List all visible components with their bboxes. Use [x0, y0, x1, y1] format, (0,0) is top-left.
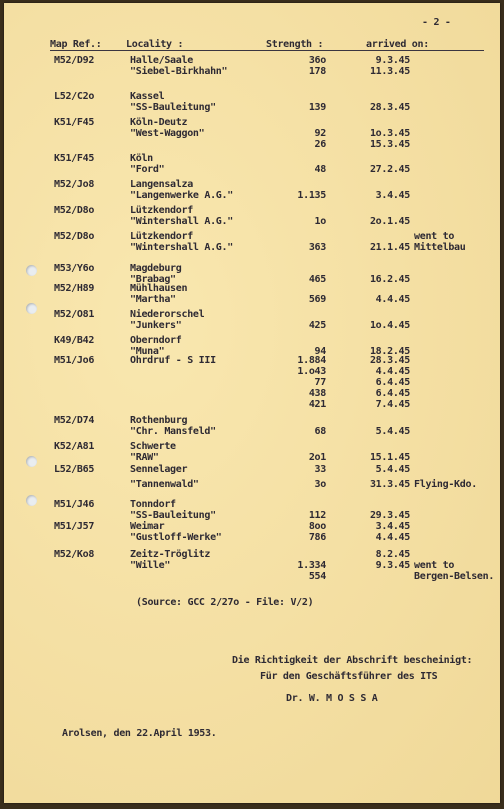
strength-cell-line: 8oo — [308, 521, 326, 532]
arrival-date-cell-line — [354, 117, 410, 128]
strength-cell-line: 1.135 — [297, 190, 326, 201]
map-ref-cell: M52/D8o — [54, 231, 95, 242]
locality-cell-line: Zeitz-Tröglitz — [130, 549, 211, 560]
arrival-date-cell-line: 1o.4.45 — [369, 320, 410, 331]
source-note: (Source: GCC 2/27o - File: V/2) — [136, 597, 314, 608]
locality-cell-line: Köln-Deutz — [130, 117, 188, 128]
strength-cell-line — [274, 415, 326, 426]
map-ref-cell: M52/H89 — [54, 283, 95, 294]
remark-cell-line: Bergen-Belsen. — [414, 571, 495, 582]
arrival-date-cell-line: 31.3.45 — [369, 479, 410, 490]
map-ref-cell: M52/D8o — [54, 205, 95, 216]
arrival-date-cell-line: 4.4.45 — [375, 294, 410, 305]
strength-cell-line — [274, 91, 326, 102]
arrival-date-cell-line — [354, 91, 410, 102]
map-ref-cell: M51/Jo6 — [54, 355, 95, 366]
arrival-date-cell — [354, 309, 410, 331]
locality-cell — [130, 479, 199, 490]
strength-cell-line: 33 — [314, 464, 326, 475]
arrival-date-cell — [354, 441, 410, 463]
strength-cell-line: 786 — [308, 532, 326, 543]
arrival-date-cell-line: 27.2.45 — [369, 164, 410, 175]
map-ref-cell: M51/J57 — [54, 521, 95, 532]
remark-cell-line: Flying-Kdo. — [414, 479, 477, 490]
locality-cell-line: "Gustloff-Werke" — [130, 532, 222, 543]
arrival-date-cell — [354, 91, 410, 113]
locality-cell-line: "Siebel-Birkhahn" — [130, 66, 228, 77]
strength-cell-line: 92 — [314, 128, 326, 139]
strength-cell — [274, 91, 326, 113]
strength-cell-line: 112 — [308, 510, 326, 521]
certification-line-2: Für den Geschäftsführer des ITS — [260, 671, 438, 682]
locality-cell-line: "Ford" — [130, 164, 165, 175]
strength-cell-line: 438 — [308, 388, 326, 399]
header-strength: Strength : — [266, 39, 324, 50]
arrival-date-cell-line — [354, 441, 410, 452]
strength-cell-line: 68 — [314, 426, 326, 437]
arrival-date-cell-line: 4.4.45 — [375, 532, 410, 543]
strength-cell-line: 2o1 — [308, 452, 326, 463]
strength-cell-line: 94 — [314, 346, 326, 357]
locality-cell — [130, 283, 187, 305]
arrival-date-cell-line — [354, 205, 410, 216]
arrival-date-cell — [354, 179, 410, 201]
arrival-date-cell — [354, 283, 410, 305]
locality-cell-line: "Martha" — [130, 294, 176, 305]
locality-cell-line: "SS-Bauleitung" — [130, 102, 216, 113]
arrival-date-cell-line: 6.4.45 — [375, 377, 410, 388]
strength-cell — [274, 153, 326, 175]
strength-cell — [274, 117, 326, 150]
map-ref-cell: M52/O81 — [54, 309, 95, 320]
map-ref-cell: M51/J46 — [54, 499, 95, 510]
arrival-date-cell-line: 29.3.45 — [369, 510, 410, 521]
map-ref-cell: M52/D92 — [54, 55, 95, 66]
locality-cell-line: "Wintershall A.G." — [130, 242, 233, 253]
arrival-date-cell-line: 8.2.45 — [375, 549, 410, 560]
strength-cell-line — [274, 263, 326, 274]
arrival-date-cell-line: 3.4.45 — [375, 521, 410, 532]
locality-cell — [130, 263, 182, 285]
strength-cell — [274, 464, 326, 475]
strength-cell-line: 3o — [314, 479, 326, 490]
locality-cell-line: Mühlhausen — [130, 283, 188, 294]
strength-cell — [274, 179, 326, 201]
arrival-date-cell-line: 7.4.45 — [375, 399, 410, 410]
arrival-date-cell — [354, 117, 410, 150]
arrival-date-cell-line: 15.3.45 — [369, 139, 410, 150]
arrival-date-cell-line — [354, 499, 410, 510]
locality-cell-line: Rothenburg — [130, 415, 188, 426]
locality-cell — [130, 205, 233, 227]
strength-cell-line: 421 — [308, 399, 326, 410]
locality-cell-line: "West-Waggon" — [130, 128, 205, 139]
arrival-date-cell-line: 5.4.45 — [375, 464, 410, 475]
locality-cell — [130, 117, 204, 139]
remark-cell — [414, 479, 477, 490]
locality-cell-line: "Brabag" — [130, 274, 176, 285]
locality-cell — [130, 153, 164, 175]
punch-hole — [26, 495, 37, 506]
locality-cell — [130, 355, 216, 366]
strength-cell-line: 178 — [308, 66, 326, 77]
locality-cell-line: Weimar — [130, 521, 165, 532]
map-ref-cell: K52/A81 — [54, 441, 95, 452]
strength-cell-line: 48 — [314, 164, 326, 175]
strength-cell-line — [274, 153, 326, 164]
strength-cell — [274, 415, 326, 437]
arrival-date-cell-line: 18.2.45 — [369, 346, 410, 357]
header-locality: Locality : — [126, 39, 184, 50]
punch-hole — [26, 456, 37, 467]
arrival-date-cell-line: 9.3.45 — [375, 560, 410, 571]
arrival-date-cell — [354, 479, 410, 490]
arrival-date-cell — [354, 521, 410, 543]
strength-cell — [274, 205, 326, 227]
strength-cell-line: 465 — [308, 274, 326, 285]
strength-cell — [274, 479, 326, 490]
strength-cell-line — [274, 205, 326, 216]
arrival-date-cell-line — [354, 263, 410, 274]
punch-hole — [26, 265, 37, 276]
map-ref-cell: M53/Y6o — [54, 263, 95, 274]
strength-cell — [274, 521, 326, 543]
arrival-date-cell — [354, 464, 410, 475]
locality-cell-line: "Chr. Mansfeld" — [130, 426, 216, 437]
locality-cell-line: Tonndorf — [130, 499, 176, 510]
arrival-date-cell-line: 2o.1.45 — [369, 216, 410, 227]
remark-cell — [414, 549, 494, 582]
strength-cell-line: 1.884 — [297, 355, 326, 366]
strength-cell-line — [274, 335, 326, 346]
arrival-date-cell-line — [354, 179, 410, 190]
locality-cell — [130, 231, 233, 253]
arrival-date-cell-line — [354, 153, 410, 164]
locality-cell-line: Niederorschel — [130, 309, 205, 320]
arrival-date-cell-line: 16.2.45 — [369, 274, 410, 285]
arrival-date-cell-line: 21.1.45 — [369, 242, 410, 253]
certification-line-1: Die Richtigkeit der Abschrift bescheinigt: — [232, 655, 473, 666]
strength-cell — [274, 309, 326, 331]
strength-cell-line — [274, 441, 326, 452]
locality-cell-line: Lützkendorf — [130, 231, 193, 242]
strength-cell-line: 26 — [314, 139, 326, 150]
strength-cell — [274, 55, 326, 77]
strength-cell — [274, 499, 326, 521]
locality-cell — [130, 464, 187, 475]
strength-cell-line — [274, 499, 326, 510]
locality-cell — [130, 335, 182, 357]
arrival-date-cell-line: 6.4.45 — [375, 388, 410, 399]
remark-cell — [414, 231, 466, 253]
arrival-date-cell-line: 28.3.45 — [369, 355, 410, 366]
remark-cell-line: went to — [414, 560, 455, 571]
locality-cell-line: "Wille" — [130, 560, 171, 571]
strength-cell — [274, 441, 326, 463]
map-ref-cell: L52/C2o — [54, 91, 95, 102]
strength-cell-line: 1.o43 — [297, 366, 326, 377]
strength-cell-line — [274, 179, 326, 190]
map-ref-cell: K51/F45 — [54, 153, 95, 164]
arrival-date-cell — [354, 499, 410, 521]
arrival-date-cell-line: 15.1.45 — [369, 452, 410, 463]
strength-cell-line — [274, 117, 326, 128]
locality-cell — [130, 91, 216, 113]
strength-cell — [274, 231, 326, 253]
locality-cell-line: "Wintershall A.G." — [130, 216, 233, 227]
locality-cell — [130, 179, 233, 201]
place-and-date: Arolsen, den 22.April 1953. — [62, 728, 217, 739]
locality-cell-line: Ohrdruf - S III — [130, 355, 216, 366]
arrival-date-cell — [354, 55, 410, 77]
arrival-date-cell — [354, 549, 410, 582]
map-ref-cell: K51/F45 — [54, 117, 95, 128]
strength-cell — [274, 263, 326, 285]
arrival-date-cell-line: 28.3.45 — [369, 102, 410, 113]
remark-cell-line — [414, 549, 494, 560]
strength-cell-line — [274, 231, 326, 242]
locality-cell-line: "Langenwerke A.G." — [130, 190, 233, 201]
arrival-date-cell-line: 5.4.45 — [375, 426, 410, 437]
page-number: - 2 - — [422, 17, 451, 28]
locality-cell-line: "RAW" — [130, 452, 159, 463]
arrival-date-cell-line: 4.4.45 — [375, 366, 410, 377]
strength-cell-line: 1.334 — [297, 560, 326, 571]
locality-cell — [130, 309, 204, 331]
locality-cell-line: Halle/Saale — [130, 55, 193, 66]
locality-cell — [130, 499, 216, 521]
header-map-ref: Map Ref.: — [50, 39, 102, 50]
strength-cell — [274, 355, 326, 410]
arrival-date-cell-line — [354, 309, 410, 320]
arrival-date-cell — [354, 205, 410, 227]
arrival-date-cell — [354, 355, 410, 410]
arrival-date-cell-line — [354, 571, 410, 582]
strength-cell-line: 425 — [308, 320, 326, 331]
arrival-date-cell — [354, 263, 410, 285]
locality-cell-line: Kassel — [130, 91, 165, 102]
map-ref-cell: L52/B65 — [54, 464, 95, 475]
punch-hole — [26, 303, 37, 314]
locality-cell-line: Oberndorf — [130, 335, 182, 346]
locality-cell-line: Langensalza — [130, 179, 193, 190]
strength-cell-line — [274, 309, 326, 320]
map-ref-cell: M52/Jo8 — [54, 179, 95, 190]
strength-cell — [274, 549, 326, 582]
locality-cell — [130, 55, 227, 77]
arrival-date-cell — [354, 415, 410, 437]
strength-cell-line — [274, 549, 326, 560]
locality-cell-line: "SS-Bauleitung" — [130, 510, 216, 521]
locality-cell-line: "Muna" — [130, 346, 165, 357]
locality-cell-line: Sennelager — [130, 464, 188, 475]
strength-cell — [274, 335, 326, 357]
locality-cell-line: Köln — [130, 153, 153, 164]
arrival-date-cell-line — [354, 231, 410, 242]
strength-cell-line: 1o — [314, 216, 326, 227]
arrival-date-cell-line: 1o.3.45 — [369, 128, 410, 139]
arrival-date-cell-line — [354, 335, 410, 346]
strength-cell-line: 554 — [308, 571, 326, 582]
strength-cell — [274, 283, 326, 305]
strength-cell-line: 77 — [314, 377, 326, 388]
strength-cell-line: 569 — [308, 294, 326, 305]
strength-cell-line: 139 — [308, 102, 326, 113]
remark-cell-line: went to — [414, 231, 455, 242]
arrival-date-cell — [354, 335, 410, 357]
locality-cell-line: Lützkendorf — [130, 205, 193, 216]
map-ref-cell: M52/Ko8 — [54, 549, 95, 560]
locality-cell — [130, 521, 222, 543]
locality-cell — [130, 415, 216, 437]
arrival-date-cell — [354, 153, 410, 175]
strength-cell-line — [274, 283, 326, 294]
arrival-date-cell-line: 9.3.45 — [375, 55, 410, 66]
header-arrived-on: arrived on: — [366, 39, 429, 50]
locality-cell-line: Magdeburg — [130, 263, 182, 274]
signatory-name: Dr. W. M O S S A — [286, 693, 378, 704]
arrival-date-cell-line — [354, 283, 410, 294]
locality-cell — [130, 441, 176, 463]
arrival-date-cell-line: 11.3.45 — [369, 66, 410, 77]
arrival-date-cell — [354, 231, 410, 253]
map-ref-cell: M52/D74 — [54, 415, 95, 426]
map-ref-cell: K49/B42 — [54, 335, 95, 346]
strength-cell-line: 363 — [308, 242, 326, 253]
remark-cell-line: Mittelbau — [414, 242, 466, 253]
locality-cell-line: "Junkers" — [130, 320, 182, 331]
arrival-date-cell-line: 3.4.45 — [375, 190, 410, 201]
strength-cell-line: 36o — [308, 55, 326, 66]
locality-cell-line: Schwerte — [130, 441, 176, 452]
document-page — [4, 3, 500, 803]
locality-cell — [130, 549, 210, 571]
arrival-date-cell-line — [354, 415, 410, 426]
locality-cell-line: "Tannenwald" — [130, 479, 199, 490]
header-rule — [50, 50, 484, 51]
